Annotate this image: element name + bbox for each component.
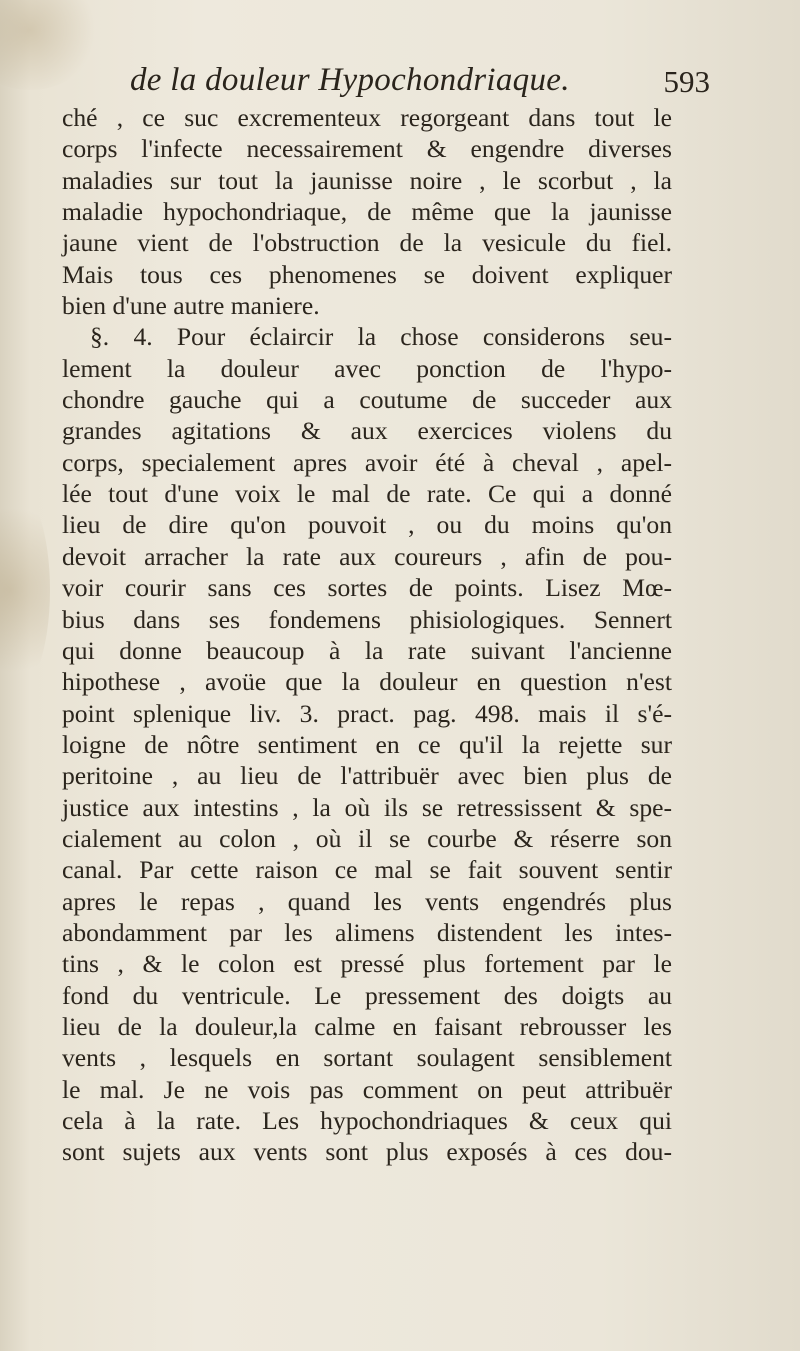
body-text — [62, 102, 672, 1168]
text-line: hipothese , avoüe que la douleur en question n'est — [62, 667, 672, 697]
text-line: qui donne beaucoup à la rate suivant l'ancienne — [62, 635, 672, 665]
text-line: jaune vient de l'obstruction de la vesicule du fiel. — [62, 228, 672, 258]
text-line: chondre gauche qui a coutume de succeder aux — [62, 385, 672, 415]
text-line: devoit arracher la rate aux coureurs , afin de pou- — [62, 541, 672, 571]
text-line: tins , & le colon est pressé plus fortement par le — [62, 949, 672, 979]
paper-stain — [0, 480, 50, 700]
text-line: lieu de la douleur,la calme en faisant rebrousser les — [62, 1011, 672, 1041]
text-line: grandes agitations & aux exercices violens du — [62, 416, 672, 446]
running-title: de la douleur Hypochondriaque. — [130, 62, 570, 98]
text-line: loigne de nôtre sentiment en ce qu'il la rejette sur — [62, 729, 672, 759]
text-line: vents , lesquels en sortant soulagent sensiblement — [62, 1043, 672, 1073]
text-line: fond du ventricule. Le pressement des doigts au — [62, 980, 672, 1010]
text-line: Mais tous ces phenomenes se doivent expliquer — [62, 259, 672, 289]
text-line: cialement au colon , où il se courbe & réserre son — [62, 823, 672, 853]
text-line: apres le repas , quand les vents engendrés plus — [62, 886, 672, 916]
page-number: 593 — [663, 64, 710, 99]
text-line: ché , ce suc excrementeux regorgeant dans tout le — [62, 103, 672, 132]
text-line: §. 4. Pour éclaircir la chose considerons seu- — [90, 322, 672, 352]
text-line: peritoine , au lieu de l'attribuër avec bien plus de — [62, 761, 672, 791]
text-line: point splenique liv. 3. pract. pag. 498. mais il s'é- — [62, 698, 672, 728]
text-line: voir courir sans ces sortes de points. Lisez Mœ- — [62, 573, 672, 603]
text-line: cela à la rate. Les hypochondriaques & ceux qui — [62, 1106, 672, 1135]
text-line: lieu de dire qu'on pouvoit , ou du moins qu'on — [62, 510, 672, 540]
text-line: justice aux intestins , la où ils se retressissent & spe- — [62, 792, 672, 822]
text-line: corps l'infecte necessairement & engendre diverses — [62, 134, 672, 164]
text-line: le mal. Je ne vois pas comment on peut attribuër — [62, 1074, 672, 1104]
text-line: maladie hypochondriaque, de même que la jaunisse — [62, 197, 672, 227]
text-line: bien d'une autre maniere. — [62, 291, 320, 321]
text-line: lée tout d'une voix le mal de rate. Ce qui a donné — [62, 479, 672, 509]
text-line: maladies sur tout la jaunisse noire , le scorbut , la — [62, 165, 672, 195]
text-line: corps, specialement apres avoir été à cheval , apel- — [62, 447, 672, 477]
text-line: sont sujets aux vents sont plus exposés à ces dou- — [62, 1137, 672, 1167]
text-line: bius dans ses fondemens phisiologiques. Sennert — [62, 604, 672, 634]
text-line: lement la douleur avec ponction de l'hypo- — [62, 353, 672, 383]
text-line: canal. Par cette raison ce mal se fait souvent sentir — [62, 855, 672, 885]
text-line: abondamment par les alimens distendent les intes- — [62, 917, 672, 947]
